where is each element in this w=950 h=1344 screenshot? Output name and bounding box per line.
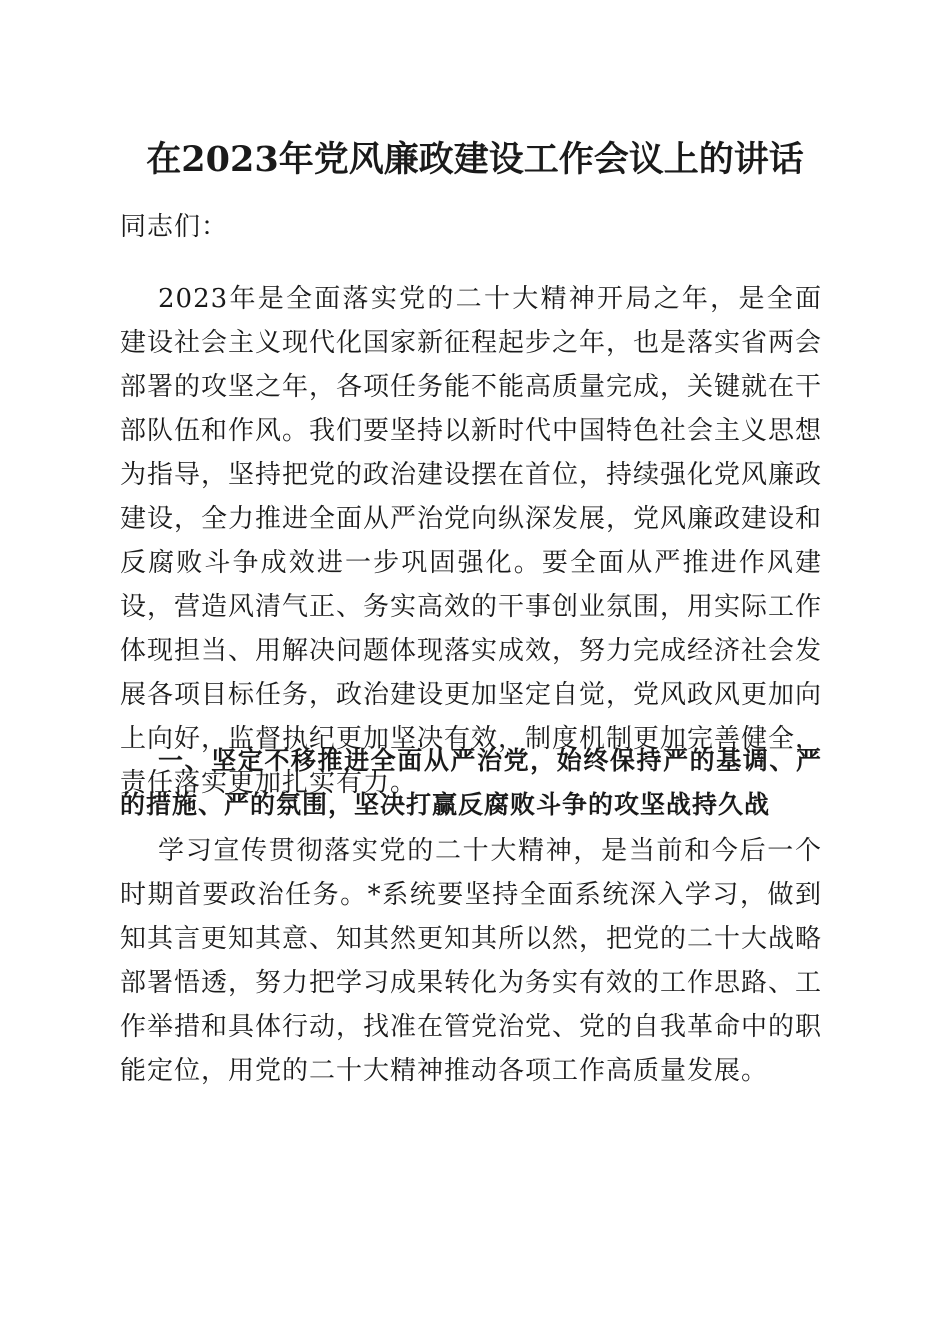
paragraph-section-1: 学习宣传贯彻落实党的二十大精神，是当前和今后一个时期首要政治任务。*系统要坚持全面系统深入学习，做到知其言更知其意、知其然更知其所以然，把党的二十大战略部署悟透，努力把学习成果转化为务实有效的工作思路、工作举措和具体行动，找准在管党治党、党的自我革命中的职能定位，用党的二十大精神推动各项工作高质量发展。 [120, 836, 823, 1086]
document-title: 在2023年党风廉政建设工作会议上的讲话 [146, 139, 804, 180]
paragraph-intro: 2023年是全面落实党的二十大精神开局之年，是全面建设社会主义现代化国家新征程起步之年，也是落实省两会部署的攻坚之年，各项任务能不能高质量完成，关键就在干部队伍和作风。我们要坚持以新时代中国特色社会主义思想为指导，坚持把党的政治建设摆在首位，持续强化党风廉政建设，全力推进全面从严治党向纵深发展，党风廉政建设和反腐败斗争成效进一步巩固强化。要全面从严推进作风建设，营造风清气正、务实高效的干事创业氛围，用实际工作体现担当、用解决问题体现落实成效，努力完成经济社会发展各项目标任务，政治建设更加坚定自觉，党风政风更加向上向好，监督执纪更加坚决有效，制度机制更加完善健全，责任落实更加扎实有力。 [120, 284, 823, 798]
greeting: 同志们： [120, 212, 229, 242]
section-heading-1: 一、坚定不移推进全面从严治党，始终保持严的基调、严的措施、严的氛围，坚决打赢反腐败斗争的攻坚战持久战 [120, 746, 822, 819]
